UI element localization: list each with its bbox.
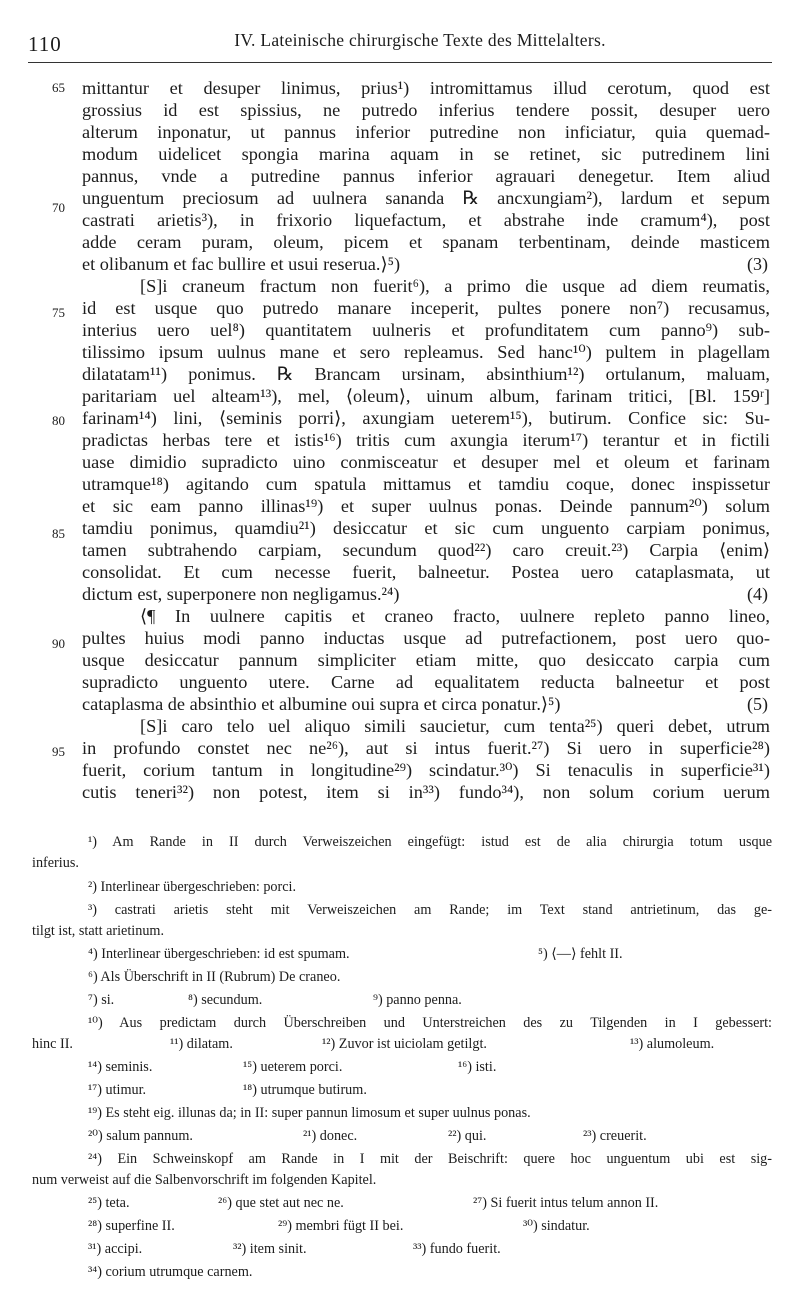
footnote-1-cont: inferius.	[32, 855, 79, 871]
text-line: et sic eam panno illinas¹⁹) et super uulnus ponas. Deinde pannum²⁰) solum	[82, 496, 770, 516]
line-number: 75	[52, 305, 65, 320]
footnote-9-text: ⁹) panno penna.	[373, 992, 462, 1008]
footnote-19: ¹⁹) Es steht eig. illunas da; in II: super pannun limosum et super uulnus ponas.	[88, 1105, 531, 1121]
footnote-28-text: ²⁸) superfine II.	[88, 1218, 175, 1234]
text-line: [S]i caro telo uel aliquo simili saucietur, cum tenta²⁵) queri debet, utrum	[140, 716, 770, 736]
text-line: dilatatam¹¹) ponimus. ℞ Brancam ursinam, absinthium¹²) ortulanum, maluam,	[82, 364, 770, 384]
text-line: tamen subtrahendo carpiam, secundum quod²²) caro creuit.²³) Carpia ⟨enim⟩	[82, 540, 770, 560]
text-line: ⟨¶ In uulnere capitis et craneo fracto, uulnere repleto panno lineo,	[140, 606, 770, 626]
footnote-6: ⁶) Als Überschrift in II (Rubrum) De craneo.	[88, 969, 341, 985]
footnote-2: ²) Interlinear übergeschrieben: porci.	[88, 879, 297, 895]
footnote-24-cont: num verweist auf die Salbenvorschrift im folgenden Kapitel.	[32, 1172, 377, 1188]
footnote-26-text: ²⁶) que stet aut nec ne.	[218, 1195, 344, 1211]
footnote-20-text: ²⁰) salum pannum.	[88, 1128, 193, 1144]
footnote-21-text: ²¹) donec.	[303, 1128, 358, 1144]
line-number: 65	[52, 80, 65, 95]
text-line: [S]i craneum fractum non fuerit⁶), a primo die usque ad diem reumatis,	[140, 276, 770, 296]
line-number: 70	[52, 200, 65, 215]
footnote-5-text: ⁵) ⟨—⟩ fehlt II.	[538, 946, 623, 962]
text-line: unguentum preciosum ad uulnera sananda ℞ ancxungiam²), lardum et sepum	[82, 188, 770, 208]
page-header	[28, 28, 772, 63]
footnote-13-text: ¹³) alumoleum.	[630, 1036, 715, 1052]
footnote-8-text: ⁸) secundum.	[188, 992, 263, 1008]
text-line: castrati arietis³), in frixorio liquefactum, et abstrahe inde cramum⁴), post	[82, 210, 770, 230]
text-line: modum uidelicet spongia marina aquam in se retinet, sic putredinem lini	[82, 144, 770, 164]
text-line: consolidat. Et cum necesse fuerit, balneetur. Postea uero cataplasmata, ut	[82, 562, 770, 582]
running-title: IV. Lateinische chirurgische Texte des Mittelalters.	[234, 30, 606, 50]
footnote-4-text: ⁴) Interlinear übergeschrieben: id est spumam.	[88, 946, 350, 962]
footnote-25-text: ²⁵) teta.	[88, 1195, 130, 1211]
text-line: in profundo constet nec ne²⁶), aut si intus fuerit.²⁷) Si uero in superficie²⁸)	[82, 738, 770, 758]
text-line: fuerit, corium tantum in longitudine²⁹) scindatur.³⁰) Si tenaculis in superficie³¹)	[82, 760, 770, 780]
text-line: pannus, vnde a putredine pannus inferior agrauari denegetur. Item aliud	[82, 166, 770, 186]
footnote-34: ³⁴) corium utrumque carnem.	[88, 1264, 253, 1280]
footnote-30-text: ³⁰) sindatur.	[523, 1218, 590, 1234]
line-number: 85	[52, 526, 65, 541]
text-line: uase dimidio supradicto uino conmisceatur et desuper mel et oleum et farinam	[82, 452, 770, 472]
footnote-23-text: ²³) creuerit.	[583, 1128, 647, 1144]
footnote-15-text: ¹⁵) ueterem porci.	[243, 1059, 343, 1075]
section-marker: (4)	[747, 584, 768, 604]
text-line: alterum inponatur, ut pannus inferior putredine non inficiatur, quia quemad-	[82, 122, 770, 142]
text-line: cataplasma de absinthio et albumine oui supra et circa ponatur.⟩⁵)	[82, 694, 561, 714]
footnote-16-text: ¹⁶) isti.	[458, 1059, 497, 1075]
footnote-10: ¹⁰) Aus predictam durch Überschreiben und Unterstreichen des zu Tilgenden in I gebessert:	[88, 1015, 772, 1031]
text-line: pultes huius modi panno inductas usque ad putrefactionem, post uero quo-	[82, 628, 770, 648]
footnote-24: ²⁴) Ein Schweinskopf am Rande in I mit der Beischrift: quere hoc unguentum ubi est sig-	[88, 1151, 772, 1167]
footnote-33-text: ³³) fundo fuerit.	[413, 1241, 501, 1257]
footnote-27-text: ²⁷) Si fuerit intus telum annon II.	[473, 1195, 659, 1211]
footnote-3: ³) castrati arietis steht mit Verweiszeichen am Rande; im Text stand antrietinum, das ge-	[88, 902, 772, 918]
text-line: pradictas herbas tere et istis¹⁶) tritis cum axungia iterum¹⁷) terantur et in fictili	[82, 430, 770, 450]
footnote-31-text: ³¹) accipi.	[88, 1241, 143, 1257]
section-marker: (3)	[747, 254, 768, 274]
text-line: tilissimo ipsum uulnus mane et sero repleamus. Sed hanc¹⁰) pultem in plagellam	[82, 342, 770, 362]
text-line: paritariam uel alteam¹³), mel, ⟨oleum⟩, uinum album, farinam tritici, [Bl. 159ʳ]	[82, 386, 770, 406]
footnote-18-text: ¹⁸) utrumque butirum.	[243, 1082, 367, 1098]
footnote-11-text: ¹¹) dilatam.	[170, 1036, 233, 1052]
section-marker: (5)	[747, 694, 768, 714]
text-line: adde ceram puram, oleum, picem et spanam terbentinam, deinde masticem	[82, 232, 770, 252]
text-line: interius uero uel⁸) quantitatem uulneris et profunditatem cum panno⁹) sub-	[82, 320, 770, 340]
page-number: 110	[28, 32, 62, 56]
text-line: supradicto unguento utere. Carne ad equalitatem reducta balneetur et post	[82, 672, 770, 692]
text-line: et olibanum et fac bullire et usui reserua.⟩⁵)	[82, 254, 401, 274]
text-line: farinam¹⁴) lini, ⟨seminis porri⟩, axungiam ueterem¹⁵), butirum. Confice sic: Su-	[82, 408, 770, 428]
footnote-32-text: ³²) item sinit.	[233, 1241, 307, 1257]
footnote-10-cont: hinc II.	[32, 1036, 73, 1052]
text-line: dictum est, superponere non negligamus.²⁴)	[82, 584, 400, 604]
footnote-1: ¹) Am Rande in II durch Verweiszeichen eingefügt: istud est de alia chirurgia totum usque	[88, 834, 772, 850]
text-line: id est usque quo putredo manare inceperit, pultes ponere non⁷) recusamus,	[82, 298, 770, 318]
footnote-17-text: ¹⁷) utimur.	[88, 1082, 147, 1098]
text-line: utramque¹⁸) agitando cum spatula mittamus et tamdiu coque, donec inspissetur	[82, 474, 770, 494]
footnote-14-text: ¹⁴) seminis.	[88, 1059, 153, 1075]
line-number: 80	[52, 413, 65, 428]
footnote-3-cont: tilgt ist, statt arietinum.	[32, 923, 165, 939]
text-line: tamdiu ponimus, quamdiu²¹) desiccatur et sic cum unguento carpiam ponimus,	[82, 518, 770, 538]
line-number: 95	[52, 744, 65, 759]
text-line: grossius id est spissius, ne putredo inferius tendere possit, desuper uero	[82, 100, 770, 120]
footnote-29-text: ²⁹) membri fügt II bei.	[278, 1218, 404, 1234]
footnote-12-text: ¹²) Zuvor ist uiciolam getilgt.	[322, 1036, 487, 1052]
footnote-22-text: ²²) qui.	[448, 1128, 487, 1144]
text-line: mittantur et desuper linimus, prius¹) intromittamus illud cerotum, quod est	[82, 78, 770, 98]
line-number: 90	[52, 636, 65, 651]
footnote-7-text: ⁷) si.	[88, 992, 115, 1008]
text-line: usque desiccatur pannum simpliciter etiam mitte, quo desiccato carpia cum	[82, 650, 770, 670]
text-line: cutis teneri³²) non potest, item si in³³) fundo³⁴), non solum corium uerum	[82, 782, 770, 802]
